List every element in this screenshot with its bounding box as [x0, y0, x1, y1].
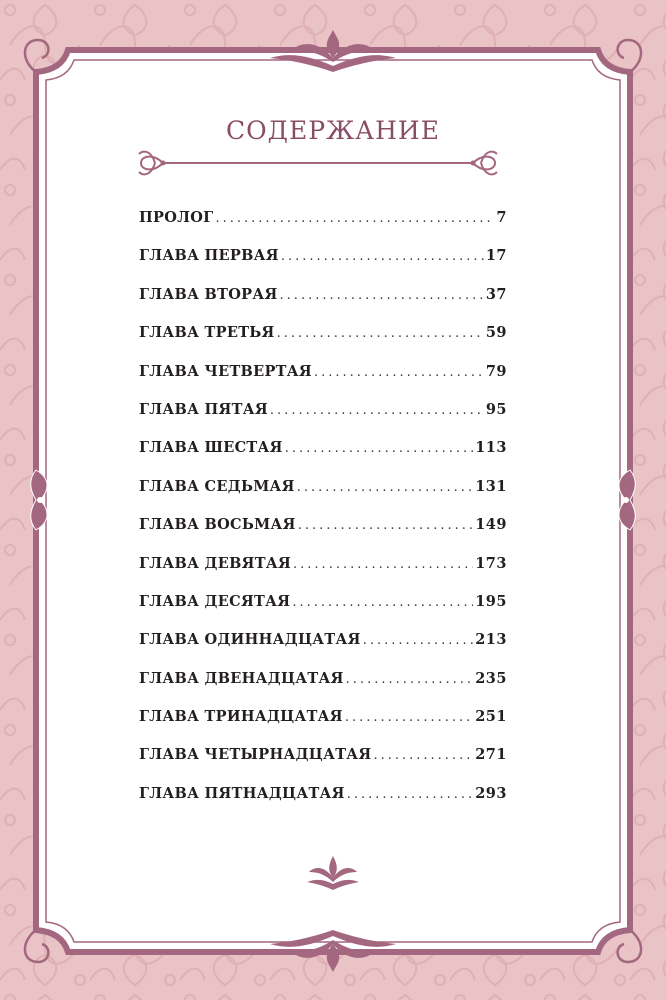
toc-entry-page: 271 — [475, 746, 507, 764]
dot-leader — [216, 211, 495, 226]
dot-leader — [277, 326, 484, 341]
toc-entry-label: ГЛАВА ТРЕТЬЯ — [139, 324, 275, 342]
toc-entry-label: ГЛАВА ЧЕТВЕРТАЯ — [139, 362, 312, 380]
toc-entry-page: 79 — [485, 362, 507, 380]
toc-entry-label: ГЛАВА ТРИНАДЦАТАЯ — [139, 708, 343, 726]
toc-entry-page: 131 — [475, 477, 507, 495]
toc-entry-page: 235 — [475, 669, 507, 687]
toc-entry-page: 251 — [475, 708, 507, 726]
toc-entry[interactable] — [139, 439, 507, 477]
dot-leader — [281, 249, 484, 264]
toc-entry[interactable] — [139, 401, 507, 439]
toc-entry[interactable] — [139, 478, 507, 516]
toc-entry-page: 149 — [475, 516, 507, 534]
toc-entry-page: 17 — [485, 247, 507, 265]
fleur-de-lis-ornament — [303, 852, 363, 892]
dot-leader — [293, 557, 473, 572]
toc-page — [50, 66, 616, 944]
toc-entry-label: ГЛАВА СЕДЬМАЯ — [139, 477, 295, 495]
toc-entry[interactable] — [139, 363, 507, 401]
toc-entry[interactable] — [139, 209, 507, 247]
dot-leader — [297, 480, 473, 495]
toc-entry[interactable] — [139, 324, 507, 362]
toc-entry-label: ГЛАВА ДЕСЯТАЯ — [139, 592, 291, 610]
toc-entry-label: ГЛАВА ВОСЬМАЯ — [139, 516, 296, 534]
toc-entry-page: 293 — [475, 784, 507, 802]
toc-entry[interactable] — [139, 593, 507, 631]
toc-entry-label: ГЛАВА ОДИННАДЦАТАЯ — [139, 631, 361, 649]
toc-entry[interactable] — [139, 247, 507, 285]
toc-entry[interactable] — [139, 785, 507, 823]
toc-entry-page: 37 — [485, 285, 507, 303]
toc-entry-page: 7 — [496, 209, 507, 226]
toc-entry-label: ГЛАВА ЧЕТЫРНАДЦАТАЯ — [139, 746, 372, 764]
dot-leader — [292, 595, 473, 610]
toc-entry-label: ГЛАВА ПЯТАЯ — [139, 400, 268, 418]
dot-leader — [270, 403, 484, 418]
toc-entry-page: 59 — [485, 324, 507, 342]
toc-entry-page: 195 — [475, 592, 507, 610]
toc-entry[interactable] — [139, 746, 507, 784]
toc-entry[interactable] — [139, 555, 507, 593]
dot-leader — [346, 672, 474, 687]
toc-entry[interactable] — [139, 286, 507, 324]
toc-entry-page: 95 — [485, 400, 507, 418]
dot-leader — [314, 365, 484, 380]
toc-entry[interactable] — [139, 670, 507, 708]
dot-leader — [298, 518, 474, 533]
toc-entry-label: ГЛАВА ДВЕНАДЦАТАЯ — [139, 669, 344, 687]
toc-entry-page: 173 — [475, 554, 507, 572]
toc-entry-label: ГЛАВА ПЕРВАЯ — [139, 247, 279, 265]
toc-entry[interactable] — [139, 708, 507, 746]
toc-entry-label: ГЛАВА ШЕСТАЯ — [139, 439, 283, 457]
toc-entry[interactable] — [139, 516, 507, 554]
toc-entry-page: 113 — [475, 439, 507, 457]
dot-leader — [285, 441, 473, 456]
title-divider-ornament — [133, 148, 503, 178]
dot-leader — [345, 710, 473, 725]
dot-leader — [347, 787, 473, 802]
dot-leader — [363, 633, 474, 648]
toc-entry[interactable] — [139, 631, 507, 669]
toc-entry-label: ПРОЛОГ — [139, 209, 214, 226]
page-title: СОДЕРЖАНИЕ — [226, 116, 440, 145]
toc-entry-label: ГЛАВА ПЯТНАДЦАТАЯ — [139, 784, 345, 802]
dot-leader — [373, 748, 473, 763]
dot-leader — [280, 288, 484, 303]
toc-entry-label: ГЛАВА ВТОРАЯ — [139, 285, 278, 303]
toc-entry-label: ГЛАВА ДЕВЯТАЯ — [139, 554, 292, 572]
table-of-contents — [139, 209, 507, 823]
toc-entry-page: 213 — [475, 631, 507, 649]
